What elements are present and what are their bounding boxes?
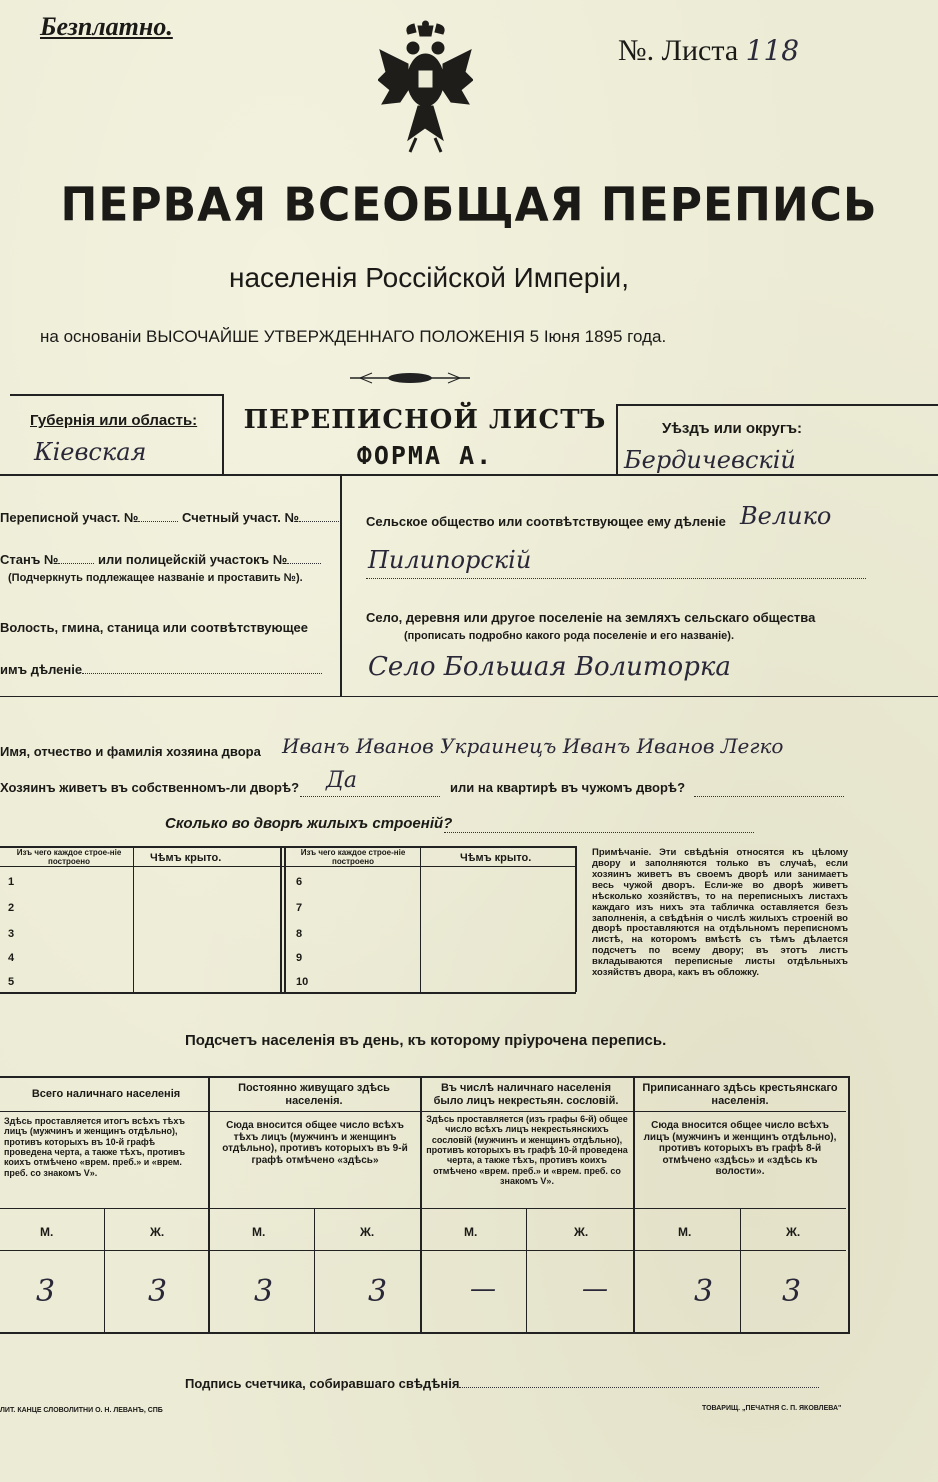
legal-basis: на основаніи ВЫСОЧАЙШЕ УТВЕРЖДЕННАГО ПОЛОЖЕНІЯ 5 Іюня 1895 года. bbox=[40, 327, 667, 346]
society-label: Сельское общество или соотвѣтствующее ему дѣленіе bbox=[366, 514, 726, 529]
society-value-2: Пилипорскій bbox=[368, 546, 532, 574]
form-title: ПЕРЕПИСНОЙ ЛИСТЪ bbox=[243, 405, 607, 435]
count-value-3: 3 bbox=[254, 1274, 274, 1309]
buildings-row-4: 4 bbox=[8, 952, 15, 964]
province-label: Губернія или область: bbox=[30, 412, 198, 429]
count-col-1-title: Всего наличнаго населенія bbox=[31, 1088, 181, 1100]
buildings-table bbox=[0, 846, 576, 994]
province-value: Кіевская bbox=[34, 438, 147, 466]
count-col-2-desc: Сюда вносится общее число всѣхъ тѣхъ лицъ (мужчинъ и женщинъ отдѣльно), противъ которыхъ въ 9-й графѣ отмѣчено «здѣсь» bbox=[222, 1120, 408, 1166]
volost-label: Волость, гмина, станица или соотвѣтствующее bbox=[0, 620, 309, 635]
buildings-col-material-2: Изъ чего каждое строе-ніе построено bbox=[300, 848, 406, 867]
count-value-1: 3 bbox=[36, 1274, 56, 1309]
fields-divider bbox=[340, 474, 342, 696]
province-box bbox=[10, 394, 224, 476]
count-table bbox=[0, 1076, 850, 1334]
count-col-3-desc: Здѣсь проставляется (изъ графы 6-й) общее число всѣхъ лицъ некрестьянскихъ сословій (мужчинъ и женщинъ отдѣльно), противъ которыхъ въ графѣ 10-й проведена черта, а также тѣхъ, противъ коихъ отмѣчено «врем. преб.» и «врем. преб. со знакомъ V». bbox=[426, 1114, 628, 1187]
count-value-2: 3 bbox=[148, 1274, 168, 1309]
buildings-row-2: 2 bbox=[8, 902, 15, 914]
stan-field bbox=[0, 552, 321, 567]
count-m-1: М. bbox=[40, 1225, 54, 1239]
buildings-line bbox=[444, 832, 754, 833]
count-col-4-title: Приписаннаго здѣсь крестьянскаго населенія. bbox=[642, 1082, 838, 1107]
count-heading: Подсчетъ населенія въ день, къ которому пріурочена перепись. bbox=[185, 1032, 667, 1049]
sheet-number-label: №. Листа bbox=[618, 34, 739, 67]
signature-label bbox=[185, 1376, 819, 1391]
buildings-row-3: 3 bbox=[8, 928, 15, 940]
ornament-divider-icon bbox=[350, 370, 470, 386]
rent-label: или на квартирѣ въ чужомъ дворѣ? bbox=[450, 780, 686, 795]
own-yard-label: Хозяинъ живетъ въ собственномъ-ли дворѣ? bbox=[0, 780, 300, 795]
form-title-block bbox=[240, 405, 610, 470]
society-line bbox=[366, 578, 866, 579]
count-m-3: М. bbox=[464, 1225, 478, 1239]
count-col-2-title: Постоянно живущаго здѣсь населенія. bbox=[238, 1082, 390, 1107]
fields-bottom-line bbox=[0, 696, 938, 697]
count-value-5: — bbox=[470, 1274, 496, 1304]
district-value: Бердичевскій bbox=[624, 446, 796, 474]
count-value-6: — bbox=[582, 1274, 608, 1304]
own-yard-value: Да bbox=[326, 768, 358, 793]
count-value-7: 3 bbox=[694, 1274, 714, 1309]
printer-left: ЛИТ. КАНЦЕ СЛОВОЛИТНИ О. Н. ЛЕВАНЪ, СПБ bbox=[0, 1407, 163, 1414]
count-col-3-title: Въ числѣ наличнаго населенія было лицъ некрестьян. сословій. bbox=[433, 1082, 619, 1107]
society-value-1: Велико bbox=[740, 502, 832, 530]
buildings-row-10: 10 bbox=[296, 976, 309, 988]
count-col-4-desc: Сюда вносится общее число всѣхъ лицъ (мужчинъ и женщинъ отдѣльно), противъ которыхъ въ графѣ 8-й отмѣчено «здѣсь» и «здѣсь къ волости». bbox=[643, 1120, 837, 1177]
district-label: Уѣздъ или округъ: bbox=[662, 420, 803, 437]
village-label: Село, деревня или другое поселеніе на земляхъ сельскаго общества bbox=[366, 610, 816, 625]
buildings-row-6: 6 bbox=[296, 876, 303, 888]
buildings-col-roof-2: Чѣмъ крыто. bbox=[460, 852, 532, 864]
imperial-eagle-crest-icon bbox=[378, 20, 473, 170]
signature-text: Подпись счетчика, собиравшаго свѣдѣнія bbox=[185, 1376, 460, 1391]
own-yard-line bbox=[300, 796, 440, 797]
rent-line bbox=[694, 796, 844, 797]
note-text: Примѣчаніе. Эти свѣдѣнія относятся къ цѣлому двору и заполняются только въ случаѣ, если хозяинъ живетъ въ своемъ дворѣ или занимаетъ весь чужой дворъ. Если-же во дворѣ живетъ нѣсколько хозяйствъ, то на переписныхъ листахъ каждаго изъ нихъ эта табличка оставляется безъ заполненія, а свѣдѣнія о числѣ жилыхъ строеній во дворѣ проставляются на отдѣльномъ переписномъ листѣ, на которомъ вмѣстѣ съ тѣмъ дѣлается подсчетъ по всему двору; въ этотъ листъ вкладываются переписные листы отдѣльныхъ хозяйствъ двора, какъ въ обложку. bbox=[592, 847, 848, 979]
printer-right: ТОВАРИЩ. „ПЕЧАТНЯ С. П. ЯКОВЛЕВА" bbox=[702, 1405, 842, 1412]
sheet-number bbox=[618, 34, 799, 68]
volost-field bbox=[0, 662, 322, 677]
census-district-label: Переписной участ. № bbox=[0, 510, 139, 525]
district-box bbox=[616, 404, 938, 476]
count-district-label: Счетный участ. № bbox=[182, 510, 299, 525]
count-f-2: Ж. bbox=[360, 1225, 375, 1239]
count-m-4: М. bbox=[678, 1225, 692, 1239]
buildings-row-8: 8 bbox=[296, 928, 303, 940]
census-district-field bbox=[0, 510, 339, 525]
form-name: ФОРМА А. bbox=[356, 441, 494, 470]
buildings-row-9: 9 bbox=[296, 952, 303, 964]
police-label: или полицейскій участокъ № bbox=[98, 552, 288, 567]
count-value-4: 3 bbox=[368, 1274, 388, 1309]
count-m-2: М. bbox=[252, 1225, 266, 1239]
count-value-8: 3 bbox=[782, 1274, 802, 1309]
stan-label: Станъ № bbox=[0, 552, 59, 567]
buildings-label: Сколько во дворѣ жилыхъ строеній? bbox=[165, 815, 453, 832]
count-f-4: Ж. bbox=[786, 1225, 801, 1239]
buildings-row-5: 5 bbox=[8, 976, 15, 988]
village-value: Село Большая Волиторка bbox=[368, 652, 731, 682]
count-f-3: Ж. bbox=[574, 1225, 589, 1239]
count-col-1-desc: Здѣсь проставляется итогъ всѣхъ тѣхъ лицъ (мужчинъ и женщинъ отдѣльно), противъ которыхъ въ 10-й графѣ проведена черта, а также тѣхъ, противъ коихъ отмѣчено «врем. преб.» и «врем. преб. со знакомъ V». bbox=[4, 1116, 186, 1178]
sheet-number-value: 118 bbox=[745, 34, 800, 67]
buildings-col-material: Изъ чего каждое строе-ніе построено bbox=[16, 848, 122, 867]
page-subtitle: населенія Россійской Имперіи, bbox=[229, 262, 629, 293]
buildings-row-1: 1 bbox=[8, 876, 15, 888]
buildings-col-roof: Чѣмъ крыто. bbox=[150, 852, 222, 864]
free-label: Безплатно. bbox=[40, 12, 173, 41]
volost-label-2: имъ дѣленіе bbox=[0, 662, 83, 677]
stan-note: (Подчеркнуть подлежащее названіе и проставить №). bbox=[8, 572, 303, 584]
owner-label: Имя, отчество и фамилія хозяина двора bbox=[0, 744, 261, 759]
buildings-row-7: 7 bbox=[296, 902, 303, 914]
owner-value: Иванъ Иванов Украинецъ Иванъ Иванов Легко bbox=[282, 734, 784, 758]
village-note: (прописать подробно какого рода поселеніе и его названіе). bbox=[404, 630, 735, 642]
page-title: ПЕРВАЯ ВСЕОБЩАЯ ПЕРЕПИСЬ bbox=[60, 178, 878, 233]
top-divider bbox=[0, 474, 938, 476]
count-f-1: Ж. bbox=[150, 1225, 165, 1239]
